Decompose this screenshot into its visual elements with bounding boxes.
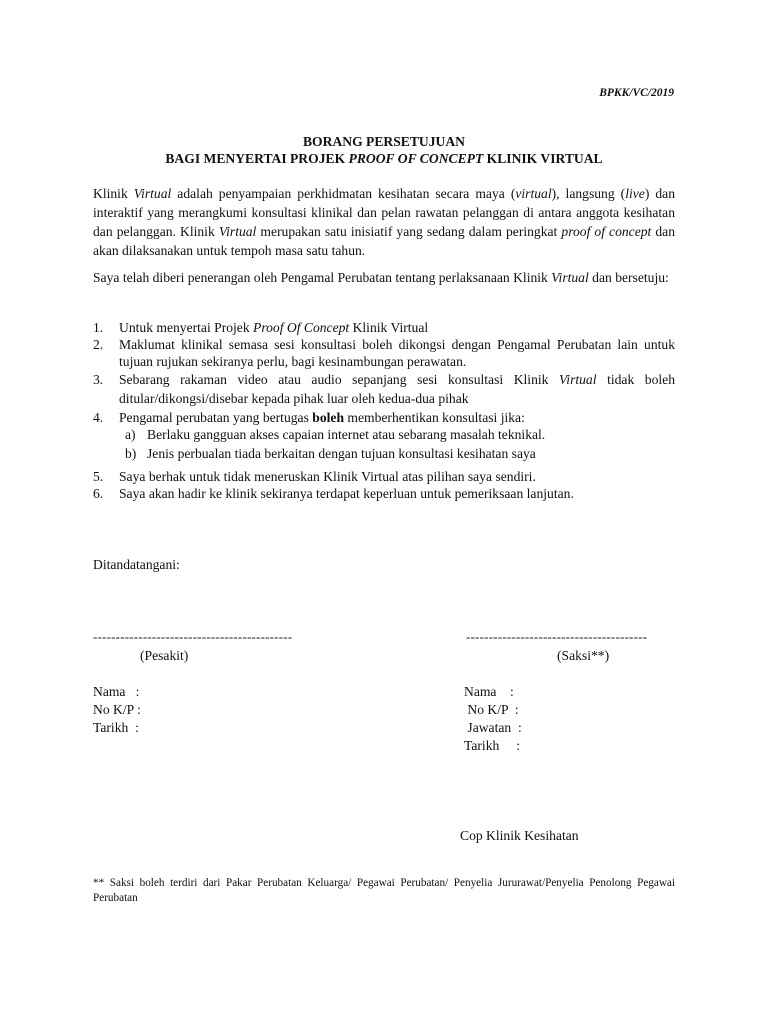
sub-list-item: a) Berlaku gangguan akses capaian internet atau sebarang masalah teknikal. [125,427,546,442]
form-subtitle: BAGI MENYERTAI PROJEK PROOF OF CONCEPT KLINIK VIRTUAL [165,151,603,166]
patient-ic-field[interactable]: No K/P : [93,702,141,717]
list-item: 2. Maklumat klinikal semasa sesi konsultasi boleh dikongsi dengan Pengamal Perubatan lain untuk tujuan rujukan sekiranya perlu, bagi kesinambungan perawatan. [93,337,675,369]
patient-signature-line[interactable]: -------------------------------------------- [93,629,293,644]
list-item: 6. Saya akan hadir ke klinik sekiranya terdapat keperluan untuk pemeriksaan lanjutan. [93,486,574,501]
patient-name-field[interactable]: Nama : [93,684,140,699]
witness-ic-field[interactable]: No K/P : [464,702,519,717]
witness-footnote: ** Saksi boleh terdiri dari Pakar Perubatan Keluarga/ Pegawai Perubatan/ Penyelia Jururawat/Penyelia Penolong Pegawai Perubatan [93,877,675,904]
list-item: 5. Saya berhak untuk tidak meneruskan Klinik Virtual atas pilihan saya sendiri. [93,469,536,484]
sub-list-item: b) Jenis perbualan tiada berkaitan dengan tujuan konsultasi kesihatan saya [125,446,536,461]
clinic-stamp-label: Cop Klinik Kesihatan [460,828,579,843]
list-item: 4. Pengamal perubatan yang bertugas boleh memberhentikan konsultasi jika: [93,410,525,425]
patient-date-field[interactable]: Tarikh : [93,720,139,735]
list-item: 1. Untuk menyertai Projek Proof Of Concept Klinik Virtual [93,320,429,335]
witness-position-field[interactable]: Jawatan : [464,720,522,735]
witness-date-field[interactable]: Tarikh : [464,738,521,753]
intro-paragraph: Klinik Virtual adalah penyampaian perkhidmatan kesihatan secara maya (virtual), langsung (live) dan interaktif yang merangkumi konsultasi klinikal dan pelan rawatan pelanggan di antara anggota kesihatan dan pelanggan. Klinik Virtual merupakan satu inisiatif yang sedang dalam peringkat proof of concept dan akan dilaksanakan untuk tempoh masa satu tahun. [93,186,676,258]
signed-label: Ditandatangani: [93,557,180,572]
document-reference-code: BPKK/VC/2019 [599,87,674,99]
consent-statement: Saya telah diberi penerangan oleh Pengamal Perubatan tentang perlaksanaan Klinik Virtual dan bersetuju: [93,270,669,285]
witness-name-field[interactable]: Nama : [464,684,514,699]
witness-label: (Saksi**) [557,648,610,663]
form-title: BORANG PERSETUJUAN [302,134,465,149]
consent-list [93,319,675,502]
list-item: 3. Sebarang rakaman video atau audio sepanjang sesi konsultasi Klinik Virtual tidak boleh ditular/dikongsi/disebar kepada pihak luar oleh kedua-dua pihak [93,372,675,406]
patient-label: (Pesakit) [140,648,189,663]
witness-signature-line[interactable]: ---------------------------------------- [466,629,648,644]
